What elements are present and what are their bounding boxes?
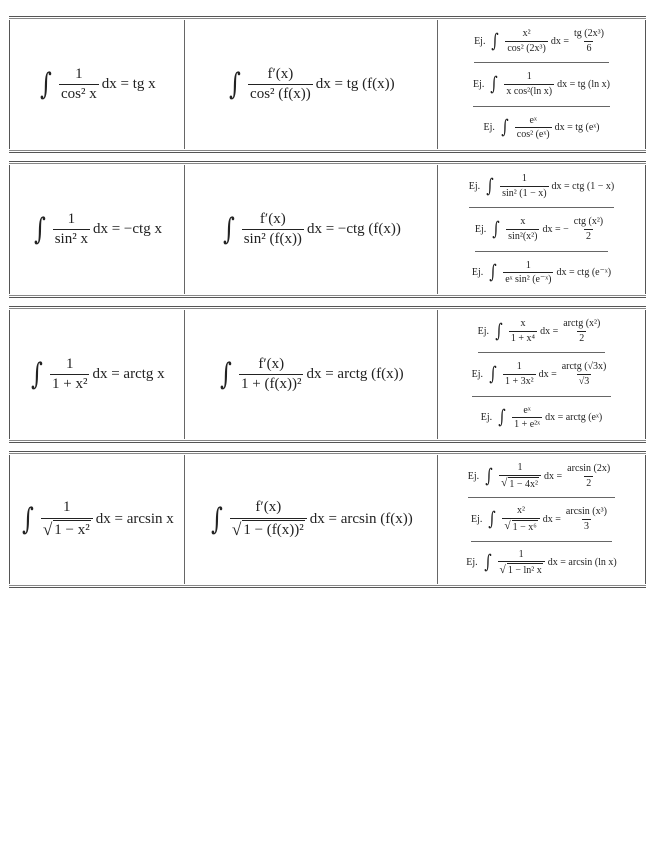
example-fraction [504,71,554,97]
general-fraction [230,499,307,540]
result-fraction-denominator: √3 [578,375,590,387]
example-result: dx = ctg (1 − x) [551,180,615,192]
example-label: Ej. [467,470,480,482]
example-fraction-numerator: 1 [525,259,531,271]
basic-fraction-denominator [41,518,93,540]
example-label: Ej. [471,513,483,525]
examples-cell [438,20,645,149]
example-fraction-numerator: 1 [518,548,524,560]
example-fraction [515,115,552,141]
example-result: dx = [540,325,559,337]
integral-sign: ∫ [489,261,497,284]
formula-section [9,16,646,153]
example-fraction [503,260,553,286]
general-formula [218,356,403,394]
basic-formula [20,499,174,540]
example-fraction-denominator: 1 + 3x² [504,375,534,387]
integral-sign: ∫ [483,551,492,574]
example-label: Ej. [471,267,484,279]
sqrt-symbol [500,563,543,577]
general-formula-cell [185,455,438,584]
general-formula-cell [185,165,438,294]
example-result: dx = tg (ln x) [557,78,610,90]
example-fraction-denominator [499,475,541,491]
result-fraction [565,463,612,489]
example-fraction [506,216,539,242]
basic-formula-cell [10,310,185,439]
example-row [472,252,611,294]
example-row [472,353,612,396]
example-row [483,107,599,149]
radicand: 1 − (f(x))² [243,522,304,539]
general-formula [221,211,401,249]
basic-formula-cell [10,165,185,294]
radical-sign: √ [504,520,511,533]
result-fraction-numerator: tg (2x³) [574,28,604,40]
sqrt-symbol [232,520,305,540]
examples-cell [438,165,645,294]
basic-result: dx = arctg x [92,366,165,382]
example-fraction-numerator: x² [517,505,526,517]
basic-fraction-numerator: 1 [75,65,83,82]
formula-row [9,310,646,439]
examples-cell [438,455,645,584]
integral-sign: ∫ [211,501,223,537]
result-fraction-denominator: 2 [579,332,585,344]
integral-sign: ∫ [22,501,34,537]
general-fraction [239,356,303,394]
example-label: Ej. [483,122,495,134]
example-result: dx = arcsin (ln x) [547,557,617,569]
radical-sign: √ [501,476,508,489]
general-fraction-denominator: cos² (f(x)) [250,86,311,102]
result-fraction-numerator: arctg (√3x) [561,361,607,373]
example-formula [491,216,608,242]
general-fraction-denominator [230,518,307,540]
basic-fraction-numerator: 1 [67,210,76,227]
general-fraction-numerator: f′(x) [258,355,285,372]
general-formula [209,499,413,540]
integral-sign: ∫ [485,464,493,487]
general-result: dx = −ctg (f(x)) [306,221,401,237]
formula-section [9,161,646,298]
basic-fraction-numerator: 1 [65,355,74,372]
radicand: 1 − 4x² [509,478,539,490]
example-formula [487,505,612,533]
integral-sign: ∫ [40,66,53,102]
example-formula [500,115,600,141]
example-row [475,208,608,251]
example-fraction-numerator: 1 [517,462,523,474]
example-formula [488,260,611,286]
basic-result: dx = −ctg x [92,221,162,237]
examples-cell [438,310,645,439]
example-fraction-numerator: 1 [521,173,527,185]
integral-sign: ∫ [486,174,494,197]
integral-sign: ∫ [501,116,509,139]
example-fraction-denominator [498,561,545,577]
integral-sign: ∫ [223,211,235,247]
example-fraction-denominator: sin² (1 − x) [502,187,547,199]
integral-sign: ∫ [220,356,233,392]
radicand: 1 − ln² x [507,565,542,577]
integral-sign: ∫ [492,217,500,240]
example-result: dx = [550,35,569,47]
result-fraction [572,216,605,242]
result-fraction-denominator: 3 [583,520,589,532]
example-row [471,498,612,541]
result-fraction [560,361,609,387]
example-row [469,165,614,208]
integral-sign: ∫ [490,72,499,95]
example-result: dx = tg (eˣ) [554,122,600,134]
basic-fraction-denominator: 1 + x² [51,376,88,392]
example-row [474,20,609,63]
example-row [473,63,610,106]
general-formula-cell [185,20,438,149]
general-fraction-denominator: 1 + (f(x))² [241,376,302,392]
general-formula [227,66,394,104]
example-row [481,397,602,439]
example-label: Ej. [477,325,490,337]
basic-result: dx = arcsin x [95,511,174,527]
basic-formula-cell [10,20,185,149]
example-label: Ej. [474,35,486,47]
example-row [466,542,617,584]
example-fraction-numerator: eˣ [523,404,531,416]
example-fraction-denominator: x cos²(ln x) [506,85,553,97]
example-fraction [512,405,542,431]
integral-sign: ∫ [31,356,44,392]
radical-sign: √ [499,563,506,576]
integral-sign: ∫ [34,211,46,247]
radicand: 1 − x² [54,522,90,539]
example-fraction-denominator: sin²(x²) [508,230,538,242]
example-fraction-denominator: 1 + x⁴ [510,332,536,344]
example-result: dx = [538,368,557,380]
integral-sign: ∫ [498,406,506,429]
basic-fraction-numerator: 1 [63,499,71,516]
basic-fraction [41,499,93,540]
result-fraction-denominator: 6 [586,42,592,54]
example-formula [489,71,610,97]
result-fraction [572,28,606,54]
general-fraction [248,66,313,104]
example-fraction-numerator: 1 [516,361,522,373]
formula-row [9,20,646,149]
integral-sign: ∫ [491,29,500,52]
general-fraction-denominator: sin² (f(x)) [243,231,302,247]
example-fraction-numerator: 1 [526,71,532,83]
result-fraction-numerator: arctg (x²) [563,318,601,330]
example-label: Ej. [473,78,485,90]
example-fraction [502,505,539,533]
example-fraction [509,318,537,344]
integral-sign: ∫ [488,507,497,530]
example-fraction [505,28,548,54]
example-label: Ej. [471,368,484,380]
example-fraction-numerator: eˣ [529,114,537,126]
formula-row [9,455,646,584]
formula-section [9,451,646,588]
result-fraction [561,318,602,344]
basic-formula [32,211,162,249]
basic-fraction-denominator: cos² x [61,86,97,102]
sqrt-symbol [501,477,539,491]
basic-fraction [59,66,99,104]
example-fraction-denominator: cos² (eˣ) [516,129,550,141]
basic-result: dx = tg x [101,76,156,92]
example-fraction-numerator: x [520,216,526,228]
basic-formula [29,356,164,394]
example-label: Ej. [468,180,481,192]
general-result: dx = arctg (f(x)) [306,366,404,382]
formula-section [9,306,646,443]
example-result: dx = [544,470,563,482]
general-fraction-numerator: f′(x) [267,65,294,82]
integral-table [9,16,646,596]
example-label: Ej. [466,557,478,569]
result-fraction-numerator: ctg (x²) [573,216,604,228]
example-result: dx = [542,513,561,525]
example-row [468,455,615,498]
integral-sign: ∫ [229,66,242,102]
result-fraction-numerator: arcsin (x³) [565,506,607,518]
integral-sign: ∫ [495,319,503,342]
example-formula [484,462,615,490]
radical-sign: √ [42,519,53,539]
general-fraction-numerator: f′(x) [259,210,286,227]
result-fraction-denominator: 2 [585,230,591,242]
example-fraction-numerator: x² [522,28,531,40]
general-result: dx = arcsin (f(x)) [309,511,413,527]
example-result: dx = − [542,223,569,235]
sqrt-symbol [504,520,537,534]
example-formula [490,28,608,54]
example-row [478,310,606,353]
radical-sign: √ [231,519,242,539]
example-fraction-denominator: cos² (2x³) [507,42,546,54]
radicand: 1 − x⁶ [512,521,537,533]
general-formula-cell [185,310,438,439]
result-fraction-numerator: arcsin (2x) [567,463,611,475]
sqrt-symbol [43,520,91,540]
example-formula [494,318,605,344]
example-fraction [499,462,541,490]
example-fraction [503,361,536,387]
general-result: dx = tg (f(x)) [315,76,395,92]
basic-fraction-denominator: sin² x [54,231,88,247]
basic-formula-cell [10,455,185,584]
integral-sign: ∫ [489,362,497,385]
basic-fraction [50,356,89,394]
formula-row [9,165,646,294]
basic-fraction [53,211,90,249]
example-fraction-denominator: 1 + e²ˣ [514,419,541,431]
example-label: Ej. [474,223,487,235]
example-formula [483,549,617,577]
example-fraction-denominator [502,518,539,534]
example-fraction [500,173,548,199]
example-fraction-numerator: x [520,318,526,330]
example-result: dx = ctg (e⁻ˣ) [556,267,612,279]
result-fraction-denominator: 2 [586,477,592,489]
example-formula [497,405,602,431]
basic-formula [38,66,155,104]
general-fraction [242,211,304,249]
example-fraction-denominator: eˣ sin² (e⁻ˣ) [505,274,552,286]
example-result: dx = arctg (eˣ) [545,412,603,424]
general-fraction-numerator: f′(x) [255,499,282,516]
example-label: Ej. [480,412,493,424]
example-formula [488,361,611,387]
result-fraction [564,506,609,532]
example-fraction [498,549,545,577]
example-formula [485,173,614,199]
